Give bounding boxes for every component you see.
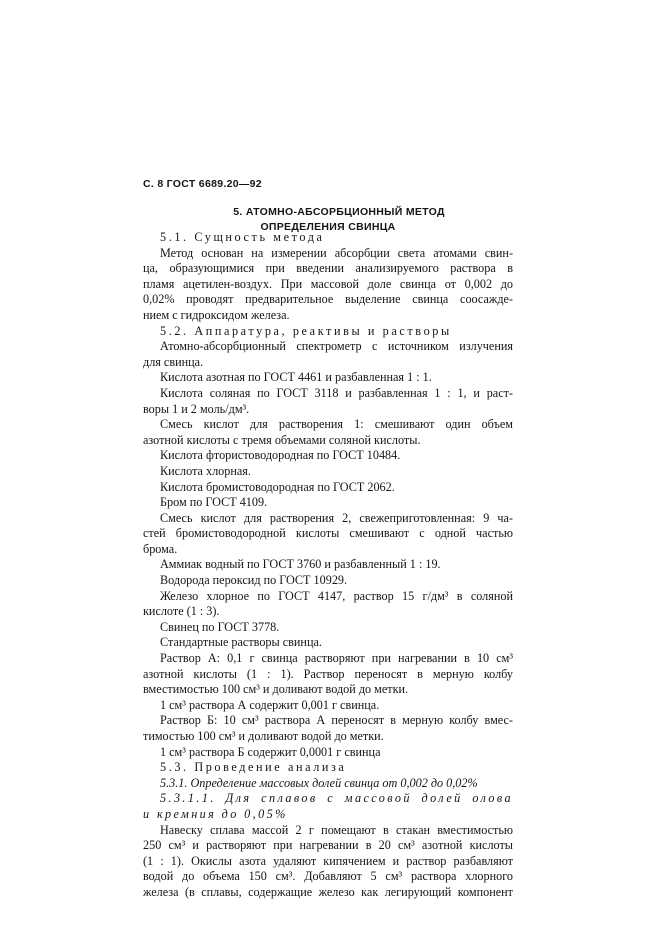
section-title-line-1: 5. АТОМНО-АБСОРБЦИОННЫЙ МЕТОД	[233, 206, 445, 218]
text-line: 0,02% проводят предварительное выделение свинца соосажде-	[143, 292, 513, 307]
text-line: ца, образующимися при введении анализируемого раствора в	[143, 261, 513, 276]
text-line: кислоте (1 : 3).	[143, 604, 220, 619]
text-line: Смесь кислот для растворения 1: смешивают один объем	[160, 417, 513, 432]
text-line: для свинца.	[143, 354, 204, 369]
text-line: Кислота фтористоводородная по ГОСТ 10484.	[160, 448, 401, 463]
text-line: водой до объема 150 см³. Добавляют 5 см³ раствора хлорного	[143, 869, 513, 884]
text-line: Кислота соляная по ГОСТ 3118 и разбавленная 1 : 1, и раст-	[160, 385, 513, 400]
text-line: Аммиак водный по ГОСТ 3760 и разбавленный 1 : 19.	[160, 557, 441, 572]
text-line: Стандартные растворы свинца.	[160, 635, 322, 650]
text-line: 250 см³ и растворяют при нагревании в 20 см³ азотной кислоты	[143, 838, 513, 853]
italic-heading: 5.3.1.1. Для сплавов с массовой долей олова	[160, 791, 513, 806]
italic-heading: 5.3.1. Определение массовых долей свинца от 0,002 до 0,02%	[160, 775, 478, 790]
text-line: Навеску сплава массой 2 г помещают в стакан вместимостью	[160, 822, 513, 837]
text-line: азотной кислоты (1 : 1). Раствор переносят в мерную колбу	[143, 666, 513, 681]
text-line: вместимостью 100 см³ и доливают водой до метки.	[143, 682, 409, 697]
text-line: (1 : 1). Окислы азота удаляют кипячением и раствор разбавляют	[143, 853, 513, 868]
text-line: Железо хлорное по ГОСТ 4147, раствор 15 г/дм³ в соляной	[160, 588, 513, 603]
text-line: нием с гидроксидом железа.	[143, 307, 290, 322]
text-line: стей бромистоводородной кислоты смешивают с одной частью	[143, 526, 513, 541]
text-line: Кислота бромистоводородная по ГОСТ 2062.	[160, 479, 395, 494]
text-line: Свинец по ГОСТ 3778.	[160, 619, 280, 634]
subsection-heading: 5.2. Аппаратура, реактивы и растворы	[160, 323, 452, 338]
text-line: воры 1 и 2 моль/дм³.	[143, 401, 250, 416]
text-line: Кислота азотная по ГОСТ 4461 и разбавленная 1 : 1.	[160, 370, 432, 385]
text-line: брома.	[143, 541, 178, 556]
text-line: 1 см³ раствора Б содержит 0,0001 г свинца	[160, 744, 381, 759]
text-line: Атомно-абсорбционный спектрометр с источником излучения	[160, 339, 513, 354]
text-line: Смесь кислот для растворения 2, свежеприготовленная: 9 ча-	[160, 510, 513, 525]
text-line: азотной кислоты с тремя объемами соляной кислоты.	[143, 432, 421, 447]
subsection-heading: 5.3. Проведение анализа	[160, 760, 347, 775]
italic-heading: и кремния до 0,05%	[143, 806, 288, 821]
text-line: 1 см³ раствора А содержит 0,001 г свинца.	[160, 697, 380, 712]
text-line: Раствор Б: 10 см³ раствора А переносят в мерную колбу вмес-	[160, 713, 513, 728]
text-line: Бром по ГОСТ 4109.	[160, 495, 268, 510]
text-line: железа (в сплавы, содержащие железо как легирующий компонент	[143, 884, 513, 899]
text-line: тимостью 100 см³ и доливают водой до метки.	[143, 729, 384, 743]
text-line: Метод основан на измерении абсорбции света атомами свин-	[160, 245, 513, 260]
section-title-line-2: ОПРЕДЕЛЕНИЯ СВИНЦА	[260, 221, 396, 233]
text-line: пламя ацетилен-воздух. При массовой доле свинца от 0,002 до	[143, 276, 513, 291]
text-line: Кислота хлорная.	[160, 463, 251, 478]
page-header: С. 8 ГОСТ 6689.20—92	[143, 178, 262, 190]
subsection-heading: 5.1. Сущность метода	[160, 230, 325, 244]
text-line: Раствор А: 0,1 г свинца растворяют при нагревании в 10 см³	[160, 651, 513, 666]
text-line: Водорода пероксид по ГОСТ 10929.	[160, 573, 348, 588]
document-body	[143, 230, 513, 901]
